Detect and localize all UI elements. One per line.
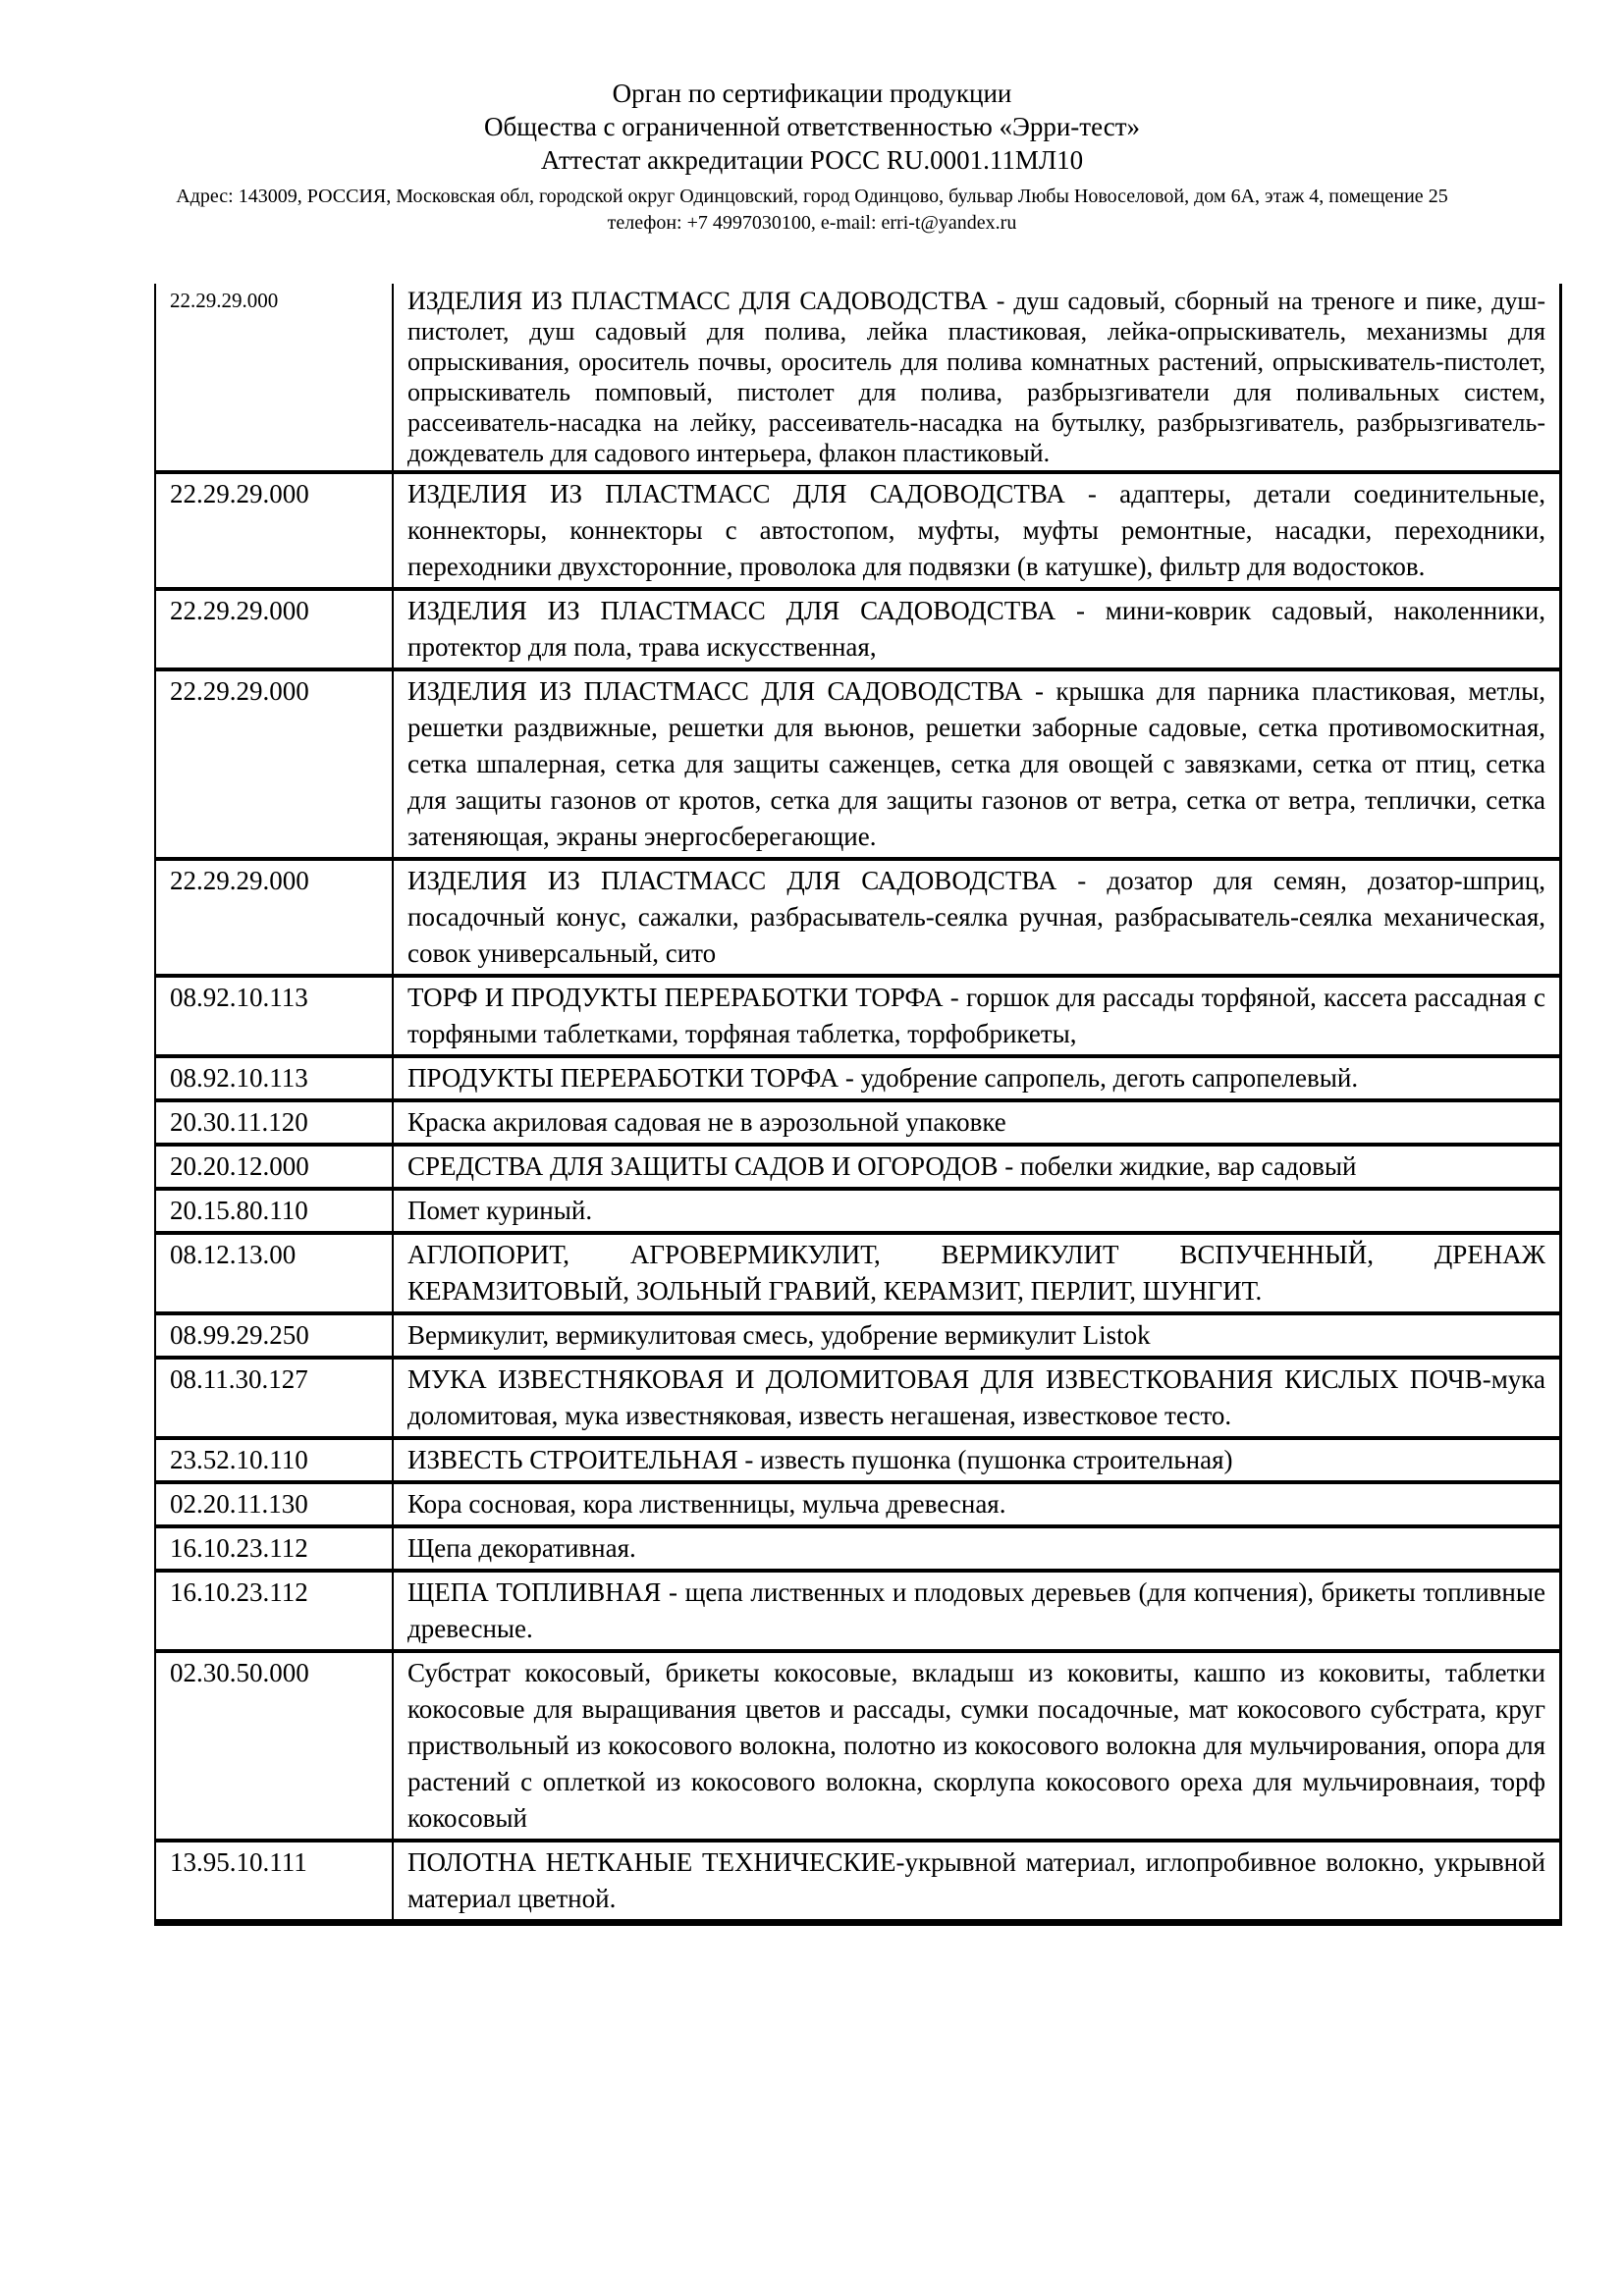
org-title-line-1: Орган по сертификации продукции: [612, 79, 1012, 108]
product-description-cell: Краска акриловая садовая не в аэрозольной упаковке: [407, 1107, 1006, 1137]
product-code-cell: 08.92.10.113: [155, 976, 393, 1056]
product-code-cell: 02.20.11.130: [155, 1482, 393, 1526]
table-row: [155, 589, 1561, 669]
product-code-cell: 08.12.13.00: [155, 1233, 393, 1313]
contact-line: телефон: +7 4997030100, e-mail: erri-t@yandex.ru: [607, 212, 1017, 234]
product-code-cell: 22.29.29.000: [155, 669, 393, 859]
product-code-cell: 13.95.10.111: [155, 1841, 393, 1923]
table-row: [155, 1438, 1561, 1482]
product-description-cell: ПОЛОТНА НЕТКАНЫЕ ТЕХНИЧЕСКИЕ-укрывной материал, иглопробивное волокно, укрывной материал цветной.: [407, 1847, 1545, 1913]
product-description-cell: ИЗДЕЛИЯ ИЗ ПЛАСТМАСС ДЛЯ САДОВОДСТВА - адаптеры, детали соединительные, коннекторы, коннекторы с автостопом, муфты, муфты ремонтные, насадки, переходники, переходники двухсторонние, проволока для подвязки (в катушке), фильтр для водостоков.: [407, 479, 1545, 581]
product-description-cell: ИЗДЕЛИЯ ИЗ ПЛАСТМАСС ДЛЯ САДОВОДСТВА - душ садовый, сборный на треноге и пике, душ-пистолет, душ садовый для полива, лейка пластиковая, лейка-опрыскиватель, механизмы для опрыскивания, ороситель почвы, ороситель для полива комнатных растений, опрыскиватель-пистолет, опрыскиватель помповый, пистолет для полива, разбрызгиватели для поливальных систем, рассеиватель-насадка на лейку, рассеиватель-насадка на бутылку, разбрызгиватель, разбрызгиватель-дождеватель для садового интерьера, флакон пластиковый.: [407, 287, 1545, 467]
table-row: [155, 1189, 1561, 1233]
org-title-line-2: Общества с ограниченной ответственностью «Эрри-тест»: [483, 112, 1141, 141]
table-row: [155, 669, 1561, 859]
attestation-line: Аттестат аккредитации РОСС RU.0001.11МЛ10: [540, 145, 1084, 175]
product-code-cell: 22.29.29.000: [155, 284, 393, 472]
products-table-body: [155, 284, 1561, 1923]
products-table: [154, 284, 1562, 1926]
table-row: [155, 1526, 1561, 1571]
product-description-cell: Кора сосновая, кора лиственницы, мульча древесная.: [407, 1489, 1006, 1519]
product-description-cell: ИЗДЕЛИЯ ИЗ ПЛАСТМАСС ДЛЯ САДОВОДСТВА - мини-коврик садовый, наколенники, протектор для пола, трава искусственная,: [407, 596, 1545, 662]
table-row: [155, 1056, 1561, 1100]
product-code-cell: 20.15.80.110: [155, 1189, 393, 1233]
product-code-cell: 08.92.10.113: [155, 1056, 393, 1100]
table-row: [155, 976, 1561, 1056]
product-code-cell: 20.30.11.120: [155, 1100, 393, 1145]
product-description-cell: СРЕДСТВА ДЛЯ ЗАЩИТЫ САДОВ И ОГОРОДОВ - побелки жидкие, вар садовый: [407, 1151, 1357, 1181]
product-description-cell: ТОРФ И ПРОДУКТЫ ПЕРЕРАБОТКИ ТОРФА - горшок для рассады торфяной, кассета рассадная с торфяными таблетками, торфяная таблетка, торфобрикеты,: [407, 983, 1545, 1048]
table-row: [155, 472, 1561, 589]
table-row: [155, 1841, 1561, 1923]
product-description-cell: МУКА ИЗВЕСТНЯКОВАЯ И ДОЛОМИТОВАЯ ДЛЯ ИЗВЕСТКОВАНИЯ КИСЛЫХ ПОЧВ-мука доломитовая, мука известняковая, известь негашеная, известковое тесто.: [407, 1364, 1545, 1430]
table-row: [155, 1482, 1561, 1526]
product-code-cell: 22.29.29.000: [155, 472, 393, 589]
address-line: Адрес: 143009, РОССИЯ, Московская обл, городской округ Одинцовский, город Одинцово, бульвар Любы Новоселовой, дом 6А, этаж 4, помещение 25: [176, 186, 1448, 207]
product-description-cell: Вермикулит, вермикулитовая смесь, удобрение вермикулит Listok: [407, 1320, 1151, 1350]
product-description-cell: АГЛОПОРИТ, АГРОВЕРМИКУЛИТ, ВЕРМИКУЛИТ ВСПУЧЕННЫЙ, ДРЕНАЖ КЕРАМЗИТОВЫЙ, ЗОЛЬНЫЙ ГРАВИЙ, КЕРАМЗИТ, ПЕРЛИТ, ШУНГИТ.: [407, 1240, 1545, 1306]
product-description-cell: Помет куриный.: [407, 1196, 593, 1225]
doc-header: [0, 0, 1624, 237]
table-row: [155, 1358, 1561, 1438]
table-row: [155, 284, 1561, 472]
table-row: [155, 859, 1561, 976]
product-description-cell: ЩЕПА ТОПЛИВНАЯ - щепа лиственных и плодовых деревьев (для копчения), брикеты топливные древесные.: [407, 1577, 1545, 1643]
product-description-cell: Субстрат кокосовый, брикеты кокосовые, вкладыш из коковиты, кашпо из коковиты, таблетки кокосовые для выращивания цветов и рассады, сумки посадочные, мат кокосового субстрата, круг приствольный из кокосового волокна, полотно из кокосового волокна для мульчирования, опора для растений с оплеткой из кокосового волокна, скорлупа кокосового ореха для мульчировнаия, торф кокосовый: [407, 1658, 1545, 1833]
product-code-cell: 02.30.50.000: [155, 1651, 393, 1841]
product-code-cell: 16.10.23.112: [155, 1571, 393, 1651]
table-row: [155, 1651, 1561, 1841]
table-row: [155, 1233, 1561, 1313]
product-code-cell: 08.11.30.127: [155, 1358, 393, 1438]
product-code-cell: 16.10.23.112: [155, 1526, 393, 1571]
product-code-cell: 22.29.29.000: [155, 589, 393, 669]
product-code-cell: 23.52.10.110: [155, 1438, 393, 1482]
table-row: [155, 1145, 1561, 1189]
product-description-cell: ИЗВЕСТЬ СТРОИТЕЛЬНАЯ - известь пушонка (пушонка строительная): [407, 1445, 1233, 1474]
product-description-cell: ИЗДЕЛИЯ ИЗ ПЛАСТМАСС ДЛЯ САДОВОДСТВА - крышка для парника пластиковая, метлы, решетки раздвижные, решетки для вьюнов, решетки заборные садовые, сетка противомоскитная, сетка шпалерная, сетка для защиты саженцев, сетка для овощей с завязками, сетка от птиц, сетка для защиты газонов от кротов, сетка для защиты газонов от ветра, сетка от ветра, теплички, сетка затеняющая, экраны энергосберегающие.: [407, 676, 1545, 851]
table-row: [155, 1571, 1561, 1651]
product-description-cell: ИЗДЕЛИЯ ИЗ ПЛАСТМАСС ДЛЯ САДОВОДСТВА - дозатор для семян, дозатор-шприц, посадочный конус, сажалки, разбрасыватель-сеялка ручная, разбрасыватель-сеялка механическая, совок универсальный, сито: [407, 866, 1545, 968]
product-code-cell: 08.99.29.250: [155, 1313, 393, 1358]
table-row: [155, 1100, 1561, 1145]
product-description-cell: ПРОДУКТЫ ПЕРЕРАБОТКИ ТОРФА - удобрение сапропель, деготь сапропелевый.: [407, 1063, 1359, 1093]
product-description-cell: Щепа декоративная.: [407, 1533, 636, 1563]
product-code-cell: 20.20.12.000: [155, 1145, 393, 1189]
table-row: [155, 1313, 1561, 1358]
product-code-cell: 22.29.29.000: [155, 859, 393, 976]
